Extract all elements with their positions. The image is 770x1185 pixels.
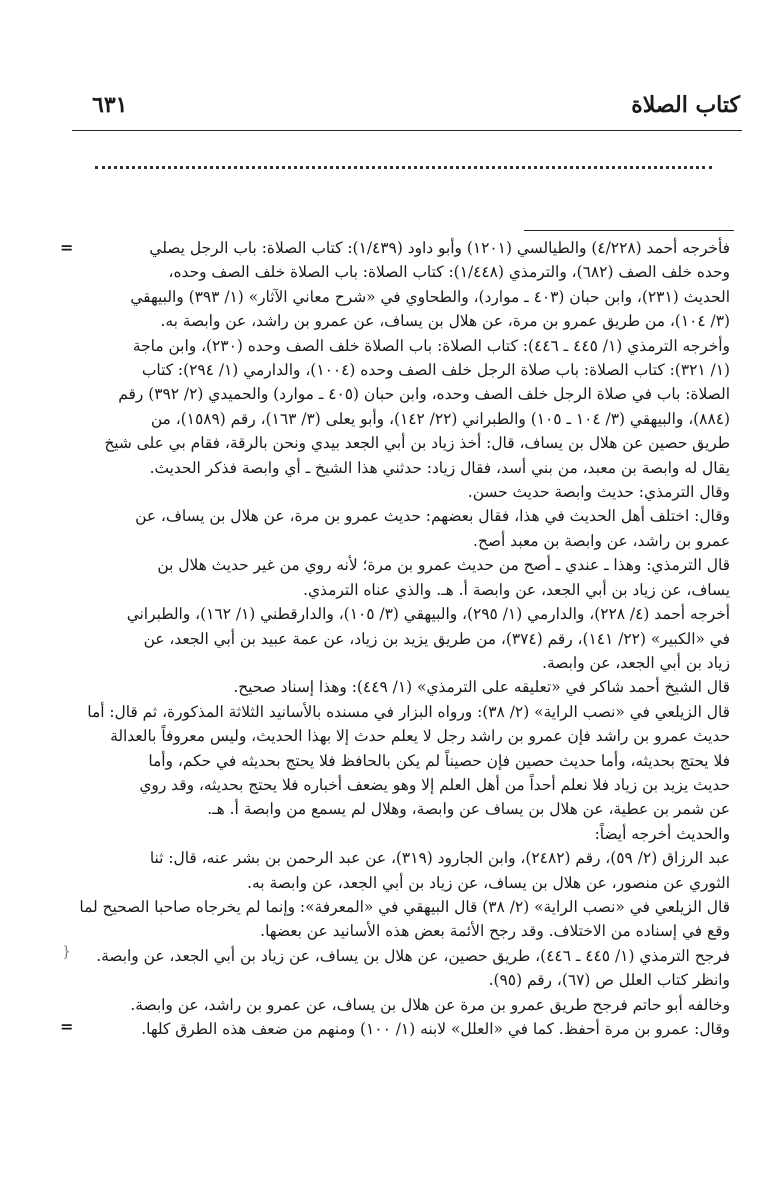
footnote-line: وقال الترمذي: حديث وابصة حديث حسن. [467,483,730,502]
footnote-line: وقال: عمرو بن مرة أحفظ. كما في «العلل» لابنه (١/ ١٠٠) ومنهم من ضعف هذه الطرق كلها. [141,1020,730,1038]
footnote-line: قال الترمذي: وهذا ـ عندي ـ أصح من حديث عمرو بن مرة؛ لأنه روي من غير حديث هلال بن [157,556,730,575]
footnote-line: الحديث (٢٣١)، وابن حبان (٤٠٣ ـ موارد)، والطحاوي في «شرح معاني الآثار» (١/ ٣٩٣) والبيهقي [130,287,730,306]
footnote-line: وانظر كتاب العلل ص (٦٧)، رقم (٩٥). [488,971,730,990]
footnote-line: الثوري عن منصور، عن هلال بن يساف، عن زياد بن أبي الجعد، عن وابصة به. [247,873,730,892]
footnote-line: وقال: اختلف أهل الحديث في هذا، فقال بعضهم: حديث عمرو بن مرة، عن هلال بن يساف، عن [135,507,730,526]
margin-bracket: } [62,944,71,960]
footnote-line: الصلاة: باب في صلاة الرجل خلف الصف وحده، وابن حبان (٤٠٥ ـ موارد) والحميدي (٢/ ٣٩٢) رقم [118,385,730,404]
margin-mark-top: = [60,238,74,257]
footnote-line: والحديث أخرجه أيضاً: [594,824,730,843]
footnote-line: حديث عمرو بن راشد فإن عمرو بن راشد رجل لا يعلم حدث إلا بهذا الحديث، وليس معروفاً بالعدالة [110,727,730,746]
footnote-line: قال الشيخ أحمد شاكر في «تعليقه على الترمذي» (١/ ٤٤٩): وهذا إسناد صحيح. [233,678,730,697]
footnote-line: فأخرجه أحمد (٤/٢٢٨) والطيالسي (١٢٠١) وأبو داود (١/٤٣٩): كتاب الصلاة: باب الرجل يصلي [149,239,730,257]
footnote-rule [524,230,734,231]
footnote-line: عبد الرزاق (٢/ ٥٩)، رقم (٢٤٨٢)، وابن الجارود (٣١٩)، عن عبد الرحمن بن بشر عنه، قال: ثنا [149,849,730,868]
footnote-line: يقال له وابصة بن معبد، من بني أسد، فقال زياد: حدثني هذا الشيخ ـ أي وابصة فذكر الحديث. [149,458,730,477]
footnote-line: فلا يحتج بحديثه، وأما حديث حصين فإن حصيناً لم يكن بالحافظ فلا يحتج بحديثه في حكم، وأما [148,751,730,770]
footnote-line: في «الكبير» (٢٢/ ١٤١)، رقم (٣٧٤)، من طريق يزيد بن زياد، عن عمة عبيد بن أبي الجعد، عن [143,629,730,648]
footnote-line: زياد بن أبي الجعد، عن وابصة. [542,653,730,672]
footnote-line: وحده خلف الصف (٦٨٢)، والترمذي (١/٤٤٨): كتاب الصلاة: باب الصلاة خلف الصف وحده، [168,263,730,282]
footnote-line: (٣/ ١٠٤)، من طريق عمرو بن مرة، عن هلال بن يساف، عن عمرو بن راشد، عن وابصة به. [160,312,730,331]
footnote-line: (٨٨٤)، والبيهقي (٣/ ١٠٤ ـ ١٠٥) والطبراني (٢٢/ ١٤٢)، وأبو يعلى (٣/ ١٦٣)، رقم (١٥٨٩)، من [150,409,730,428]
footnote-line: قال الزيلعي في «نصب الراية» (٢/ ٣٨) قال البيهقي في «المعرفة»: وإنما لم يخرجاه صاحبا الصحيح لما [79,897,730,916]
footnote-line: فرجح الترمذي (١/ ٤٤٥ ـ ٤٤٦)، طريق حصين، عن هلال بن يساف، عن زياد بن أبي الجعد، عن وابصة. [96,946,730,965]
margin-mark-bottom: = [60,1017,74,1036]
footnote-line: طريق حصين عن هلال بن يساف، قال: أخذ زياد بن أبي الجعد بيدي ونحن بالرقة، فقام بي على شيخ [104,434,730,453]
footnote-line: وقع في إسناده من الاختلاف. وقد رجح الأئمة بعض هذه الأسانيد عن بعضها. [260,922,730,941]
footnote-line: عمرو بن راشد، عن وابصة بن معبد أصح. [473,531,730,550]
footnote-line: يساف، عن زياد بن أبي الجعد، عن وابصة أ. هـ. والذي عناه الترمذي. [303,580,730,599]
footnote-line: أخرجه أحمد (٤/ ٢٢٨)، والدارمي (١/ ٢٩٥)، والبيهقي (٣/ ١٠٥)، والدارقطني (١/ ١٦٢)، والطبراني [126,605,730,624]
footnote-line: عن شمر بن عطية، عن هلال بن يساف عن وابصة، وهلال لم يسمع من وابصة أ. هـ. [207,800,730,819]
chapter-title: كتاب الصلاة [631,92,740,118]
footnote-line: وأخرجه الترمذي (١/ ٤٤٥ ـ ٤٤٦): كتاب الصلاة: باب الصلاة خلف الصف وحده (٢٣٠)، وابن ماجة [132,336,730,355]
page-number: ٦٣١ [92,92,128,118]
footnote-line: حديث يزيد بن زياد فلا نعلم أحداً من أهل العلم إلا وهو يضعف أخباره فلا يحتج بحديثه، وقد روي [139,775,730,794]
dotted-separator [95,166,712,169]
header-rule [72,130,742,131]
footnote-line: قال الزيلعي في «نصب الراية» (٢/ ٣٨): ورواه البزار في مسنده بالأسانيد الثلاثة المذكورة، ثم قال: أما [87,702,730,721]
footnote-block [70,236,730,1041]
footnote-line: (١/ ٣٢١): كتاب الصلاة: باب صلاة الرجل خلف الصف وحده (١٠٠٤)، والدارمي (١/ ٢٩٤): كتاب [141,361,730,380]
footnote-line: وخالفه أبو حاتم فرجح طريق عمرو بن مرة عن هلال بن يساف، عن عمرو بن راشد، عن وابصة. [130,995,730,1014]
